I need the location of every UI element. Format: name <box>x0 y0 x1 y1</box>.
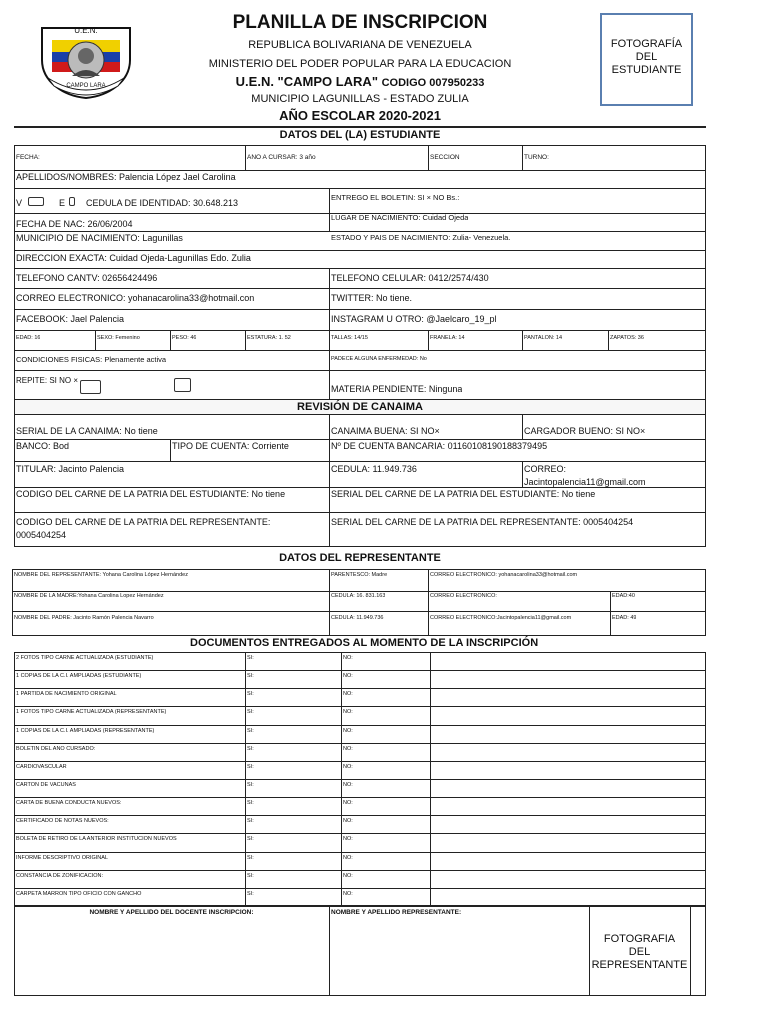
field-franela: FRANELA: 14 <box>430 335 465 341</box>
doc-item-si: SI: <box>247 872 254 879</box>
field-facebook: FACEBOOK: Jael Palencia <box>16 315 125 324</box>
field-estatura: ESTATURA: 1. 52 <box>247 335 291 341</box>
doc-item-si: SI: <box>247 673 254 680</box>
field-cedula-titular: CÉDULA: 11.949.736 <box>331 465 417 474</box>
field-correo-padre: CORREO ELECTRONICO:Jacintopalencia11@gmail.com <box>430 615 572 621</box>
doc-item-no: NO: <box>343 818 353 825</box>
doc-item-no: NO: <box>343 782 353 788</box>
field-cedula-padre: CÉDULA: 11.949.736 <box>331 615 384 621</box>
field-cuenta: Nº DE CUENTA BANCARIA: 01160108190188379495 <box>331 442 548 451</box>
field-carne-representante-value: 0005404254 <box>16 531 67 540</box>
field-parentesco: PARENTESCO: Madre <box>331 572 388 578</box>
field-seccion: SECCION <box>430 154 460 161</box>
field-condiciones: CONDICIONES FISICAS: Plenamente activa <box>16 356 167 364</box>
doc-item-si: SI: <box>247 727 254 734</box>
header-line-4: MUNICIPIO LAGUNILLAS - ESTADO ZULIA <box>251 93 469 105</box>
header-line-3: U.E.N. "CAMPO LARA" CODIGO 007950233 <box>235 74 485 89</box>
field-sexo: SEXO: Femenino <box>97 335 140 341</box>
doc-item-si: SI: <box>247 691 254 698</box>
doc-item-si: SI: <box>247 763 254 770</box>
doc-item-no: NO: <box>343 890 353 897</box>
logo-bottom-text: CAMPO LARA <box>66 83 106 89</box>
checkbox-repite-no[interactable] <box>174 378 191 392</box>
field-nombre-representante: NOMBRE DEL REPRESENTANTE: Yohana Carolina López Hernández <box>14 572 188 578</box>
docente-label: NOMBRE Y APELLIDO DEL DOCENTE INSCRIPCION: <box>89 909 254 916</box>
doc-item-no: NO: <box>343 872 353 879</box>
field-titular: TITULAR: Jacinto Palencia <box>16 465 125 474</box>
field-zapatos: ZAPATOS: 36 <box>610 335 644 341</box>
doc-item-no: NO: <box>343 763 353 770</box>
field-serial-carne-estudiante: SERIAL DEL CARNÉ DE LA PATRIA DEL ESTUDIANTE: No tiene <box>331 490 596 499</box>
section-documentos: DOCUMENTOS ENTREGADOS AL MOMENTO DE LA INSCRIPCIÓN <box>190 637 539 649</box>
doc-item-no: NO: <box>343 745 353 752</box>
field-peso: PESO: 46 <box>172 335 197 341</box>
field-correo-representante: CORREO ELECTRONICO: yohanacarolina33@hotmail.com <box>430 572 578 578</box>
doc-item-label: 1 PARTIDA DE NACIMIENTO ORIGINAL <box>16 691 117 698</box>
field-repite: REPITE: SI NO × <box>16 377 79 385</box>
doc-item-label: CERTIFICADO DE NOTAS NUEVOS: <box>16 818 109 825</box>
doc-item-si: SI: <box>247 709 254 716</box>
field-materia: MATERIA PENDIENTE: Ninguna <box>331 385 463 394</box>
section-representante: DATOS DEL REPRESENTANTE <box>279 552 441 564</box>
field-direccion: DIRECCIÓN EXACTA: Cuidad Ojeda-Lagunillas Edo. Zulia <box>16 254 251 263</box>
checkbox-repite-si[interactable] <box>80 380 101 394</box>
doc-item-si: SI: <box>247 800 254 807</box>
doc-item-label: CARTA DE BUENA CONDUCTA NUEVOS: <box>16 800 122 807</box>
student-photo-label: FOTOGRAFÍA DEL ESTUDIANTE <box>610 38 683 76</box>
doc-item-label: CARPETA MARRON TIPO OFICIO CON GANCHO <box>16 890 142 897</box>
field-serial-canaima: SERIAL DE LA CANAIMA: No tiene <box>16 427 158 436</box>
logo-top-text: U.E.N. <box>74 26 98 35</box>
school-year: AÑO ESCOLAR 2020-2021 <box>279 108 441 123</box>
section-student: DATOS DEL (LA) ESTUDIANTE <box>279 129 441 141</box>
doc-item-no: NO: <box>343 800 353 807</box>
doc-item-label: 1 COPIAS DE LA C.I. AMPLIADAS (ESTUDIANTE) <box>16 673 142 680</box>
field-correo-madre: CORREO ELECTRONICO: <box>430 593 497 599</box>
doc-item-si: SI: <box>247 818 254 825</box>
checkbox-v[interactable] <box>28 197 44 206</box>
doc-item-label: 2 FOTOS TIPO CARNÉ ACTUALIZADA (ESTUDIANTE) <box>16 655 154 661</box>
field-cedula: CÉDULA DE IDENTIDAD: 30.648.213 <box>86 199 239 208</box>
field-cedula-madre: CÉDULA: 16. 831.163 <box>331 593 386 599</box>
doc-item-no: NO: <box>343 673 353 680</box>
field-carne-estudiante: CÓDIGO DEL CARNÉ DE LA PATRIA DEL ESTUDIANTE: No tiene <box>16 490 286 499</box>
doc-item-label: 1 COPIAS DE LA C.I. AMPLIADAS (REPRESENTANTE) <box>16 727 155 734</box>
doc-item-no: NO: <box>343 836 353 843</box>
doc-item-label: BOLETÍN DEL AÑO CURSADO: <box>16 745 96 752</box>
field-edad-madre: EDAD:40 <box>612 593 635 599</box>
field-tallas: TALLAS: 14/15 <box>331 335 368 341</box>
field-edad: EDAD: 16 <box>16 335 41 341</box>
field-boletin: ENTREGO EL BOLETIN: SI × NO Bs.: <box>331 194 460 202</box>
field-correo-titular-value: Jacintopalencia11@gmail.com <box>524 478 646 487</box>
field-fecha: FECHA: <box>16 154 40 161</box>
field-edad-padre: EDAD: 49 <box>612 615 637 621</box>
field-ano: AÑO A CURSAR: 3 año <box>247 154 316 161</box>
doc-item-label: CONSTANCIA DE ZONIFICACIÓN: <box>16 872 103 879</box>
field-canaima-buena: CANAIMA BUENA: SI NO× <box>331 427 440 436</box>
representante-label: NOMBRE Y APELLIDO REPRESENTANTE: <box>331 909 462 916</box>
header-line-2: MINISTERIO DEL PODER POPULAR PARA LA EDUCACION <box>208 58 512 70</box>
field-turno: TURNO: <box>524 154 549 161</box>
field-v: V <box>16 199 23 208</box>
field-nombres: APELLIDOS/NOMBRES: Palencia López Jael Carolina <box>16 173 236 182</box>
field-e: E <box>59 199 66 208</box>
doc-item-si: SI: <box>247 655 254 661</box>
field-twitter: TWITTER: No tiene. <box>331 294 413 303</box>
doc-item-si: SI: <box>247 745 254 752</box>
field-carne-representante: CÓDIGO DEL CARNÉ DE LA PATRIA DEL REPRESENTANTE: <box>16 518 271 527</box>
field-fecha-nac: FECHA DE NAC: 26/06/2004 <box>16 220 133 229</box>
field-correo-titular: CORREO: <box>524 465 567 474</box>
field-serial-carne-representante: SERIAL DEL CARNE DE LA PATRIA DEL REPRESENTANTE: 0005404254 <box>331 518 634 527</box>
form-title: PLANILLA DE INSCRIPCION <box>232 12 488 33</box>
doc-item-si: SI: <box>247 890 254 897</box>
doc-item-label: 1 FOTOS TIPO CARNÉ ACTUALIZADA (REPRESENTANTE) <box>16 709 167 716</box>
field-estado: ESTADO Y PAIS DE NACIMIENTO: Zulia- Venezuela. <box>331 234 511 242</box>
field-banco: BANCO: Bod <box>16 442 70 451</box>
doc-item-no: NO: <box>343 854 353 861</box>
doc-item-no: NO: <box>343 655 353 661</box>
representative-photo-label: FOTOGRAFIA DEL REPRESENTANTE <box>591 933 688 971</box>
field-padece: PADECE ALGUNA ENFERMEDAD: No <box>331 356 427 362</box>
doc-item-si: SI: <box>247 854 254 861</box>
field-lugar: LUGAR DE NACIMIENTO: Cuidad Ojeda <box>331 214 469 222</box>
doc-item-no: NO: <box>343 709 353 716</box>
doc-item-no: NO: <box>343 727 353 734</box>
field-tipo-cuenta: TIPO DE CUENTA: Corriente <box>172 442 289 451</box>
field-nombre-madre: NOMBRE DE LA MADRE:Yohana Carolina Lopez Hernández <box>14 593 164 599</box>
doc-item-label: INFORME DESCRIPTIVO ORIGINAL <box>16 854 108 861</box>
field-municipio: MUNICIPIO DE NACIMIENTO: Lagunillas <box>16 234 183 243</box>
field-pantalon: PANTALON: 14 <box>524 335 563 341</box>
header-line-1: REPUBLICA BOLIVARIANA DE VENEZUELA <box>248 39 472 51</box>
doc-item-si: SI: <box>247 836 254 843</box>
doc-item-no: NO: <box>343 691 353 698</box>
doc-item-label: CARDIOVASCULAR <box>16 763 67 770</box>
field-telefono: TELEFONO CANTV: 02656424496 <box>16 274 158 283</box>
doc-item-label: BOLETA DE RETIRO DE LA ANTERIOR INSTITUCIÓN NUEVOS <box>16 836 177 843</box>
doc-item-label: CARTON DE VACUNAS <box>16 782 76 788</box>
field-instagram: INSTAGRAM U OTRO: @Jaelcaro_19_pl <box>331 315 497 324</box>
field-celular: TELEFONO CELULAR: 0412/2574/430 <box>331 274 489 283</box>
field-correo: CORREO ELECTRÓNICO: yohanacarolina33@hotmail.con <box>16 294 255 303</box>
checkbox-e[interactable] <box>69 197 75 206</box>
field-nombre-padre: NOMBRE DEL PADRE: Jacinto Ramón Palencia Navarro <box>14 615 154 621</box>
field-cargador: CARGADOR BUENO: SI NO× <box>524 427 646 436</box>
section-canaima: REVISIÓN DE CANAIMA <box>14 399 706 415</box>
doc-item-si: SI: <box>247 782 254 788</box>
